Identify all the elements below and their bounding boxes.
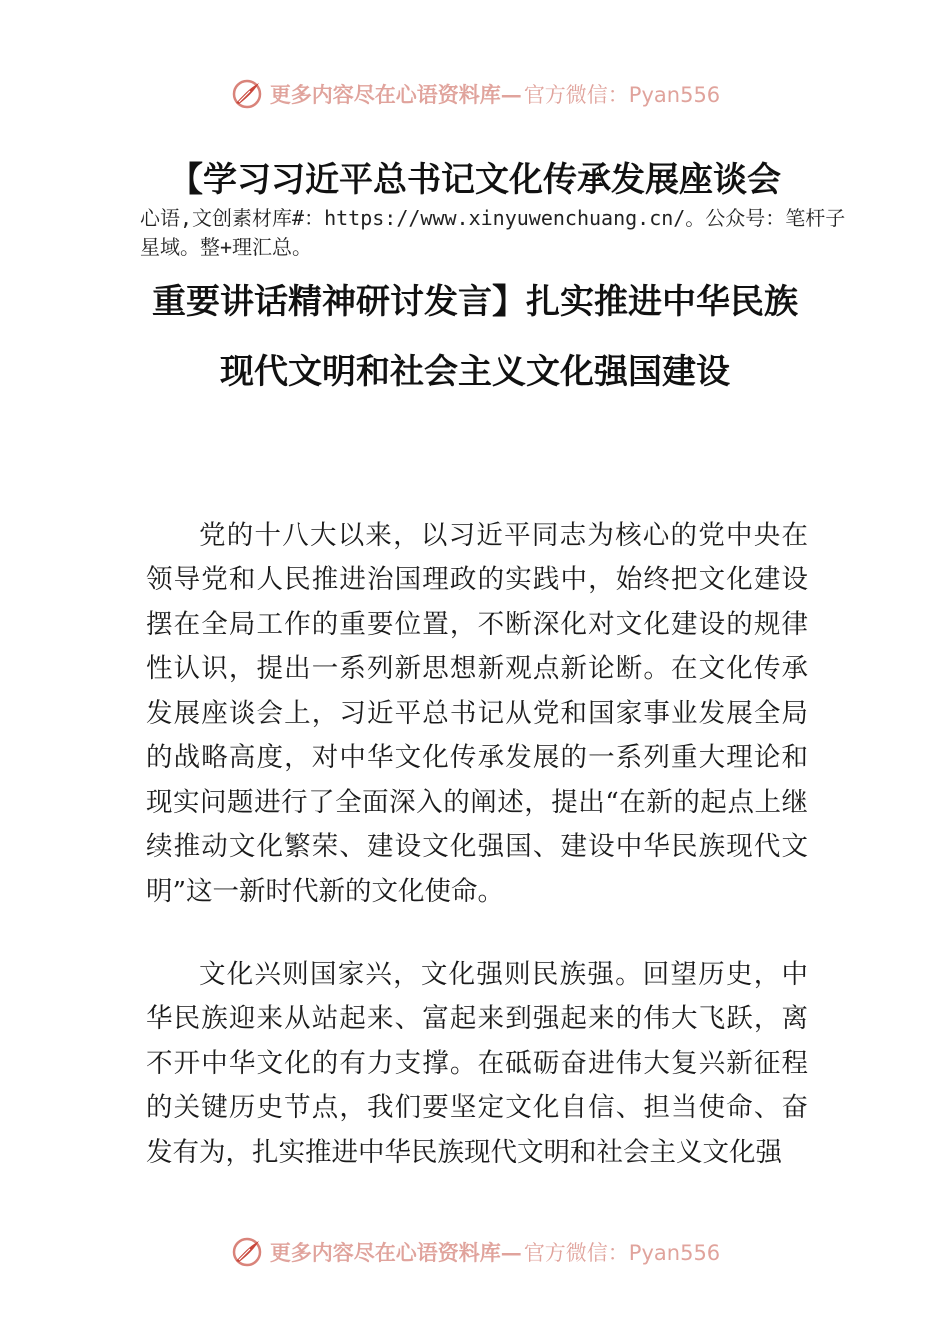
banner-contact: 官方微信：Pyan556 bbox=[523, 1241, 721, 1265]
document-title-line-2: 重要讲话精神研讨发言】扎实推进中华民族 bbox=[152, 282, 798, 322]
quill-circle-logo-icon bbox=[230, 1235, 264, 1269]
banner-text: 更多内容尽在心语资料库— bbox=[269, 1240, 522, 1265]
source-watermark: 心语,文创素材库#：https://www.xinyuwenchuang.cn/。公众号：笔杆子星域。整+理汇总。 bbox=[140, 206, 846, 259]
banner-text: 更多内容尽在心语资料库— bbox=[269, 82, 522, 107]
body-paragraph: 文化兴则国家兴，文化强则民族强。回望历史，中华民族迎来从站起来、富起来到强起来的伟大飞跃，离不开中华文化的有力支撑。在砥砺奋进伟大复兴新征程的关键历史节点，我们要坚定文化自信、担当使命、奋发有为，扎实推进中华民族现代文明和社会主义文化强 bbox=[146, 958, 808, 1168]
document-title-line-3: 现代文明和社会主义文化强国建设 bbox=[220, 352, 730, 392]
footer-banner bbox=[0, 1230, 950, 1274]
body-paragraph: 党的十八大以来，以习近平同志为核心的党中央在领导党和人民推进治国理政的实践中，始终把文化建设摆在全局工作的重要位置，不断深化对文化建设的规律性认识，提出一系列新思想新观点新论断。在文化传承发展座谈会上，习近平总书记从党和国家事业发展全局的战略高度，对中华文化传承发展的一系列重大理论和现实问题进行了全面深入的阐述，提出“在新的起点上继续推动文化繁荣、建设文化强国、建设中华民族现代文明”这一新时代新的文化使命。 bbox=[146, 519, 808, 907]
quill-circle-logo-icon bbox=[230, 77, 264, 111]
header-banner bbox=[0, 72, 950, 116]
document-title-line-1: 【学习习近平总书记文化传承发展座谈会 bbox=[169, 160, 781, 200]
banner-contact: 官方微信：Pyan556 bbox=[523, 83, 721, 107]
